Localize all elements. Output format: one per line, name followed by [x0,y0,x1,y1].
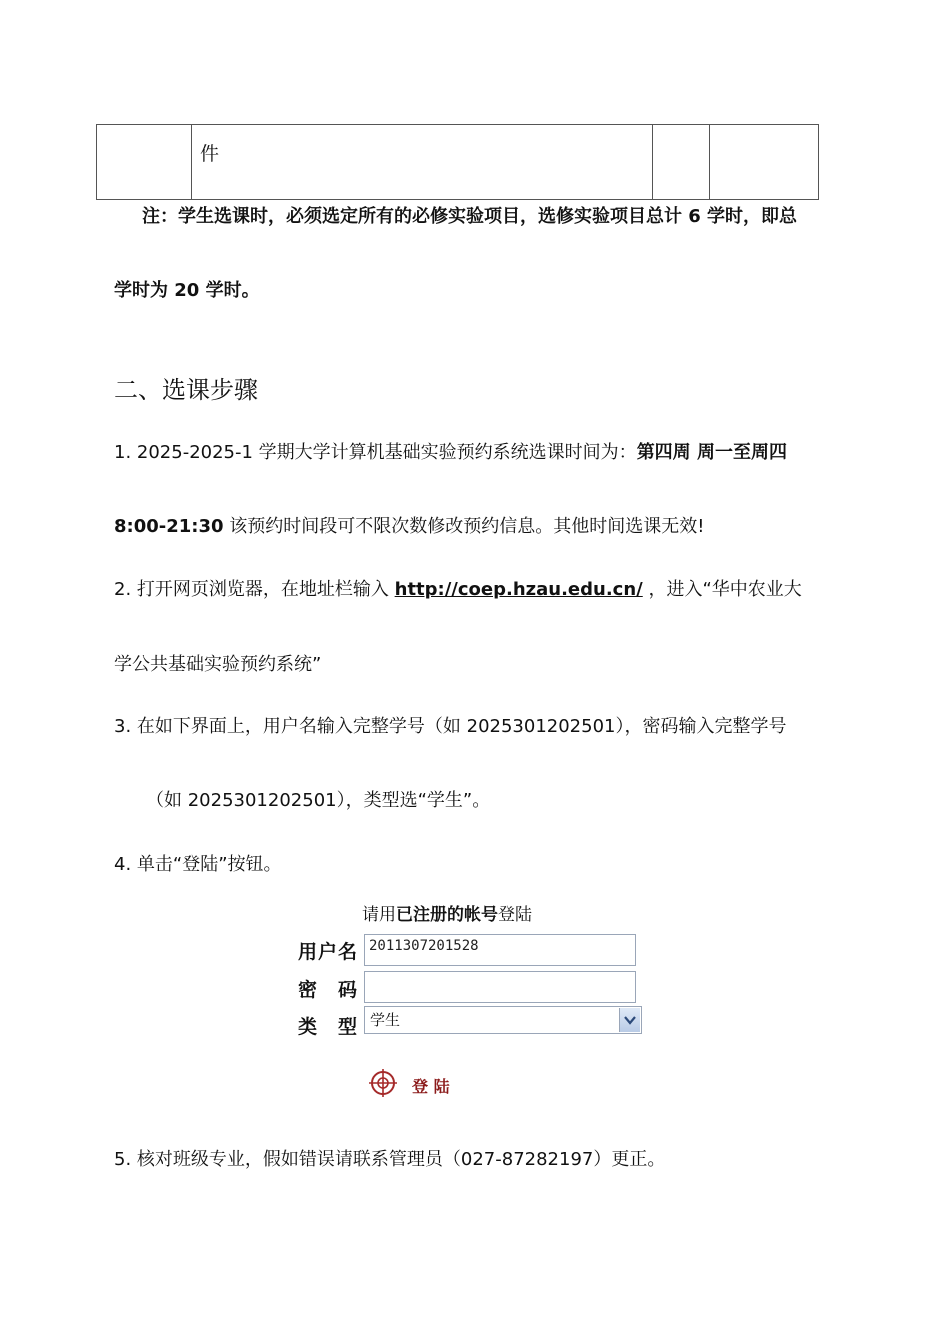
type-select-value: 学生 [370,1011,401,1029]
login-button-label: 登 陆 [412,1076,450,1096]
step-4: 4. 单击“登陆”按钮。 [114,854,282,875]
system-url-link[interactable]: http://coep.hzau.edu.cn/ [394,579,643,600]
note-line-2: 学时为 20 学时。 [114,280,260,301]
step-3-line-1: 3. 在如下界面上，用户名输入完整学号（如 2025301202501），密码输入完整学号 [114,716,787,737]
table-cell [653,125,710,200]
login-button[interactable] [368,1068,450,1102]
login-title: 请用已注册的帐号登陆 [362,905,532,925]
password-input[interactable] [364,971,636,1003]
username-label: 用户名 [298,941,359,963]
step-2-text: 2. 打开网页浏览器，在地址栏输入 [114,579,395,600]
table-cell [710,125,819,200]
note-line-1: 注：学生选课时，必须选定所有的必修实验项目，选修实验项目总计 6 学时，即总 [142,206,798,227]
step-2-line-2: 学公共基础实验预约系统” [114,654,322,675]
step-1-text: 1. 2025-2025-1 学期大学计算机基础实验预约系统选课时间为： [114,442,637,463]
step-1-line-2 [114,512,704,538]
step-1-text-2: 该预约时间段可不限次数修改预约信息。其他时间选课无效! [223,516,705,537]
login-form-screenshot [290,900,650,1110]
step-2-text-2: ，进入“华中农业大 [642,579,802,600]
step-2-line-1 [114,575,802,601]
step-1-line-1 [114,438,787,464]
type-label: 类 型 [298,1016,359,1038]
table-cell-text: 件 [192,125,653,200]
step-1-time-hours: 8:00-21:30 [114,516,224,537]
crosshair-icon [368,1068,398,1102]
section-title: 二、选课步骤 [114,376,258,404]
step-5: 5. 核对班级专业，假如错误请联系管理员（027-87282197）更正。 [114,1149,666,1170]
password-label: 密 码 [298,979,359,1001]
username-input[interactable]: 2011307201528 [364,934,636,966]
chevron-down-icon[interactable] [619,1008,640,1032]
step-3-line-2: （如 2025301202501），类型选“学生”。 [146,790,491,811]
table-fragment [96,124,819,200]
step-1-time-days: 第四周 周一至周四 [636,442,787,463]
type-select[interactable] [364,1006,642,1034]
table-cell [97,125,192,200]
